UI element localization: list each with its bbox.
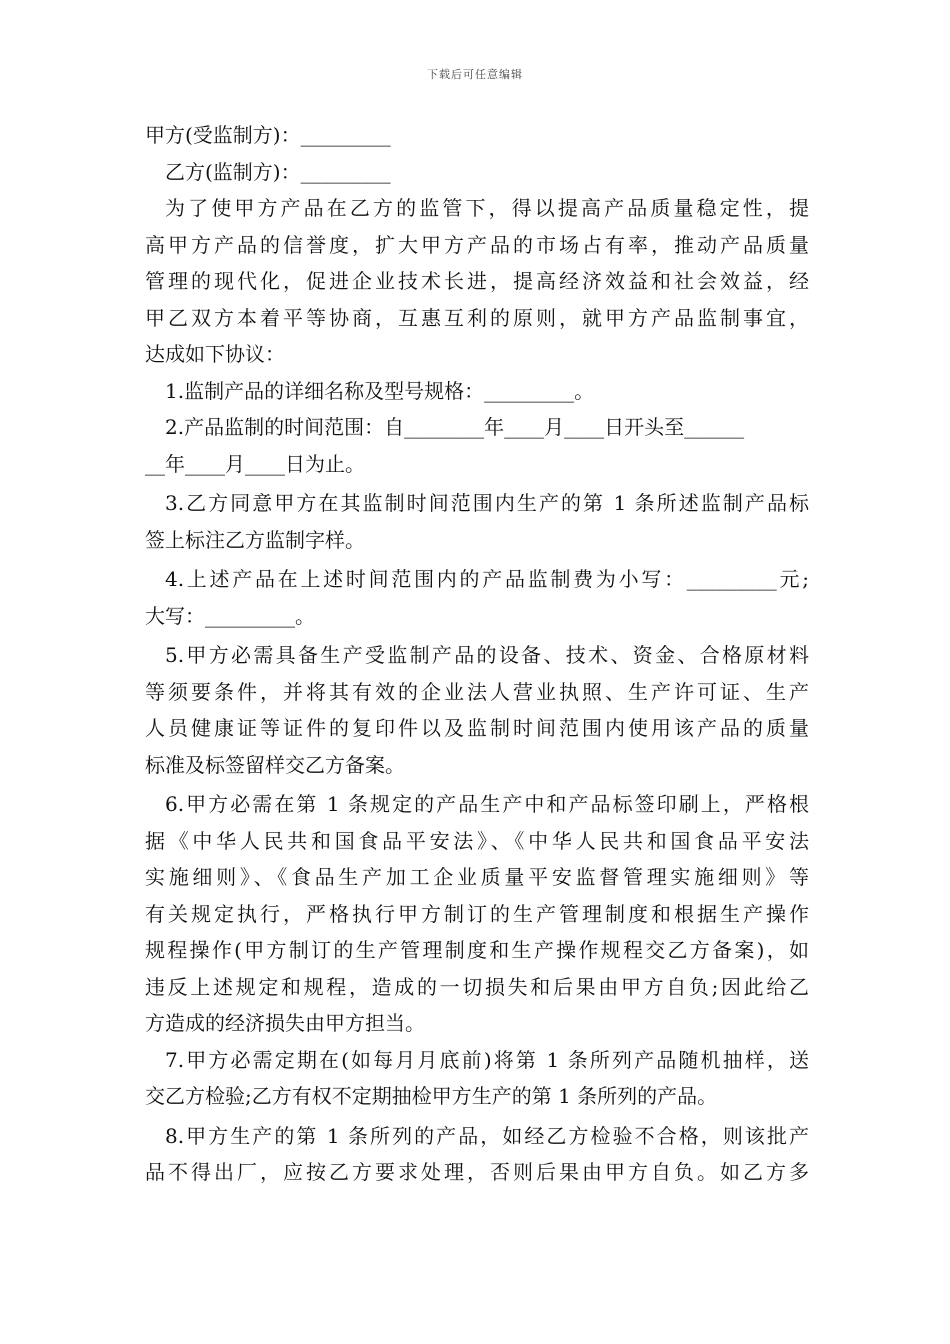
clause-5 [145, 637, 809, 783]
clause-line: 人员健康证等证件的复印件以及监制时间范围内使用该产品的质量 [145, 716, 809, 740]
party-b-line: 乙方(监制方)：_________ [165, 159, 391, 184]
clause-line: 2.产品监制的时间范围：自________年____月____日开头至______ [165, 415, 745, 439]
clause-line: 3.乙方同意甲方在其监制时间范围内生产的第 1 条所述监制产品标 [165, 491, 809, 515]
clause-line: 有关规定执行，严格执行甲方制订的生产管理制度和根据生产操作 [145, 901, 809, 926]
clause-2 [145, 409, 809, 482]
clause-line: 1.监制产品的详细名称及型号规格：_________。 [165, 378, 595, 403]
intro-line: 管理的现代化，促进企业技术长进，提高经济效益和社会效益，经 [145, 269, 809, 293]
clause-line: 等须要条件，并将其有效的企业法人营业执照、生产许可证、生产 [145, 679, 809, 704]
clause-6 [145, 786, 809, 1042]
clause-line: 签上标注乙方监制字样。 [145, 527, 365, 552]
contract-body [145, 117, 809, 1191]
intro-paragraph [145, 190, 809, 373]
clause-line: 违反上述规定和规程，造成的一切损失和后果由甲方自负;因此给乙 [145, 974, 809, 999]
clause-line: 交乙方检验;乙方有权不定期抽检甲方生产的第 1 条所列的产品。 [145, 1084, 718, 1108]
clause-line: 7.甲方必需定期在(如每月月底前)将第 1 条所列产品随机抽样，送 [165, 1047, 809, 1072]
clause-line: 据《中华人民共和国食品平安法》、《中华人民共和国食品平安法 [145, 828, 809, 853]
clause-8 [145, 1118, 809, 1191]
clause-line: 标准及标签留样交乙方备案。 [145, 752, 405, 777]
clause-3 [145, 485, 809, 558]
clause-line: 6.甲方必需在第 1 条规定的产品生产中和产品标签印刷上，严格根 [165, 792, 809, 816]
intro-line: 达成如下协议： [145, 342, 285, 366]
clause-4 [145, 561, 809, 634]
party-a-line: 甲方(受监制方)：_________ [145, 123, 391, 147]
intro-line: 高甲方产品的信誉度，扩大甲方产品的市场占有率，推动产品质量 [145, 232, 809, 257]
intro-line: 甲乙双方本着平等协商，互惠互利的原则，就甲方产品监制事宜， [145, 305, 809, 330]
clause-line: 大写：_________。 [145, 603, 315, 628]
intro-line: 为了使甲方产品在乙方的监管下，得以提高产品质量稳定性，提 [165, 196, 809, 220]
clause-line: 4.上述产品在上述时间范围内的产品监制费为小写：_________元; [165, 567, 809, 591]
clause-line: 8.甲方生产的第 1 条所列的产品，如经乙方检验不合格，则该批产 [165, 1123, 809, 1148]
clause-line: 5.甲方必需具备生产受监制产品的设备、技术、资金、合格原材料 [165, 643, 809, 667]
clause-1 [145, 373, 809, 410]
clause-line: 实施细则》、《食品生产加工企业质量平安监督管理实施细则》等 [145, 865, 809, 889]
clause-line: 规程操作(甲方制订的生产管理制度和生产操作规程交乙方备案)，如 [145, 938, 809, 962]
clause-line: 品不得出厂，应按乙方要求处理，否则后果由甲方自负。如乙方多 [145, 1160, 809, 1184]
page-header: 下载后可任意编辑 [427, 68, 523, 81]
clause-7 [145, 1042, 809, 1115]
clause-line: __年____月____日为止。 [145, 451, 365, 476]
clause-line: 方造成的经济损失由甲方担当。 [145, 1011, 425, 1035]
